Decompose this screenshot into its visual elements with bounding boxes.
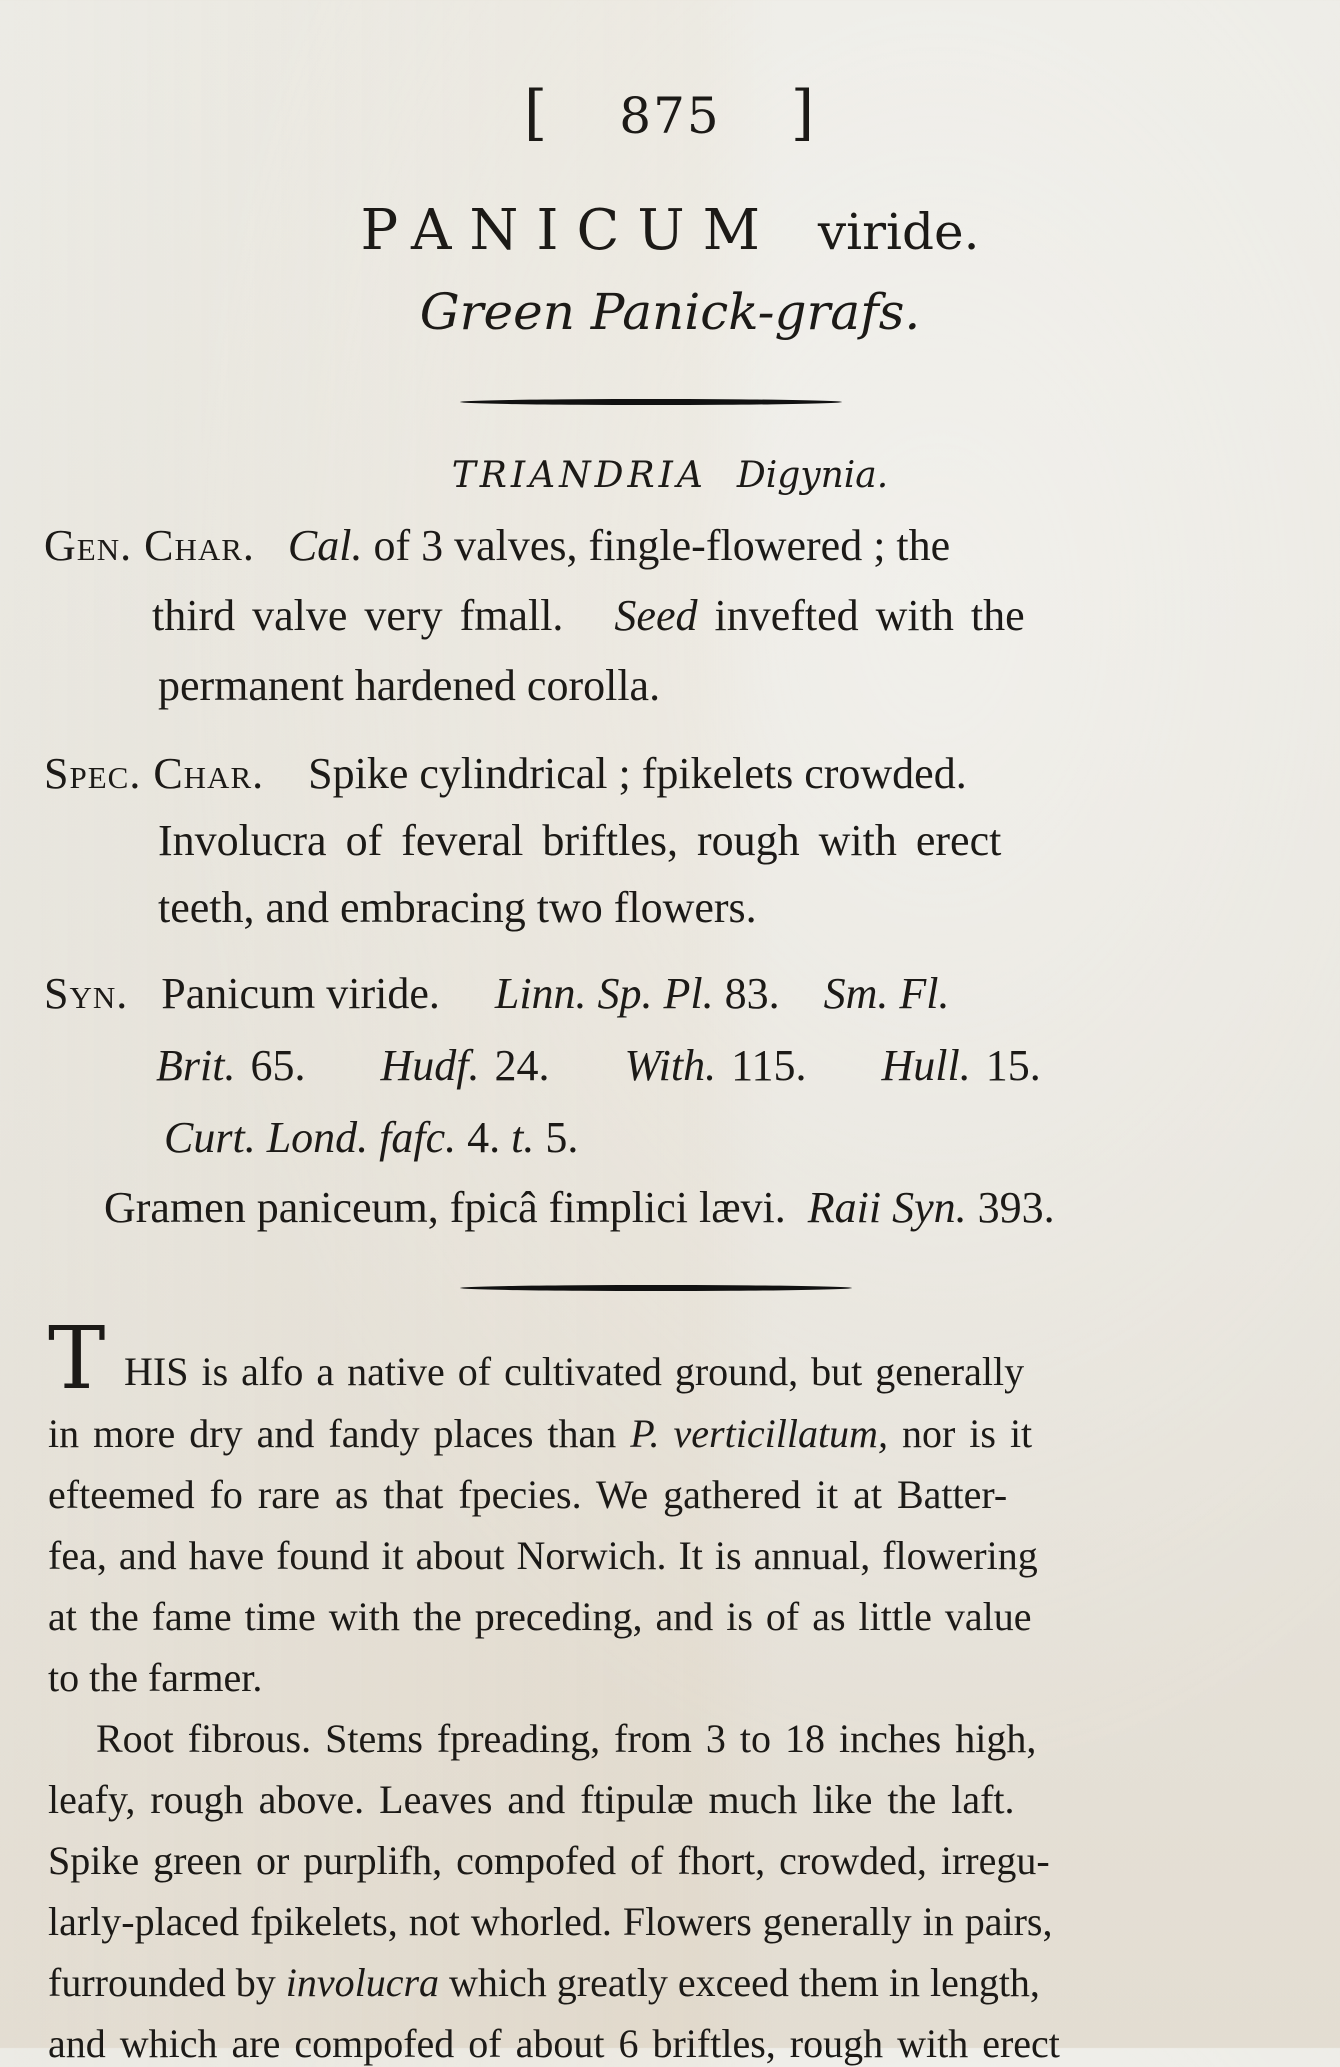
syn-label: Syn.	[44, 969, 129, 1018]
spec-char-line-1: Spec. Char. Spike cylindrical ; fpikelets crowded.	[44, 749, 967, 798]
syn-line-4: Gramen paniceum, fpicâ fimplici lævi. Raii Syn. 393.	[104, 1183, 1055, 1232]
page-number	[0, 78, 1340, 148]
body-line: furrounded by involucra which greatly exceed them in length,	[48, 1960, 1040, 2005]
syn-line-1: Syn. Panicum viride. Linn. Sp. Pl. 83. Sm. Fl.	[44, 969, 950, 1018]
drop-cap: T	[48, 1309, 106, 1409]
gen-char-line-3: permanent hardened corolla.	[158, 661, 661, 710]
body-line: in more dry and fandy places than P. verticillatum, nor is it	[48, 1411, 1033, 1456]
bracket-close: ]	[790, 78, 817, 148]
common-name: Green Panick-grafs.	[419, 283, 921, 341]
body-line: Root fibrous. Stems fpreading, from 3 to 18 inches high,	[96, 1716, 1037, 1761]
spec-char-line-3: teeth, and embracing two flowers.	[158, 883, 757, 932]
gen-char-line-2: third valve very fmall. Seed invefted with the	[152, 591, 1025, 640]
genus-name: PANICUM	[360, 198, 778, 263]
body-line: HIS is alfo a native of cultivated ground, but generally	[124, 1349, 1025, 1394]
species-epithet: viride.	[817, 203, 980, 261]
spec-char-label: Spec. Char.	[44, 749, 265, 798]
body-line: fea, and have found it about Norwich. It is annual, flowering	[48, 1533, 1038, 1578]
body-line: efteemed fo rare as that fpecies. We gathered it at Batter-	[48, 1472, 1008, 1517]
divider-rule-middle	[460, 1285, 852, 1291]
class-name: TRIANDRIA	[451, 455, 707, 496]
body-line: leafy, rough above. Leaves and ftipulæ much like the laft.	[48, 1777, 1015, 1822]
linnaean-classification	[0, 455, 1340, 496]
syn-line-3: Curt. Lond. fafc. 4. t. 5.	[164, 1113, 579, 1162]
body-line-cut-off: and which are compofed of about 6 briftles, rough with erect	[48, 2021, 1060, 2066]
spec-char-line-2: Involucra of feveral briftles, rough with erect	[158, 816, 1002, 865]
body-line: larly-placed fpikelets, not whorled. Flowers generally in pairs,	[48, 1899, 1053, 1944]
order-name: Digynia.	[736, 455, 889, 496]
divider-rule-top	[460, 399, 842, 405]
species-title	[0, 198, 1340, 263]
body-line: at the fame time with the preceding, and is of as little value	[48, 1594, 1032, 1639]
gen-char-line-1: Gen. Char. Cal. of 3 valves, fingle-flowered ; the	[44, 521, 951, 570]
bracket-open: [	[523, 78, 550, 148]
body-line: Spike green or purplifh, compofed of fhort, crowded, irregu-	[48, 1838, 1050, 1883]
gen-char-label: Gen. Char.	[44, 521, 255, 570]
body-line: to the farmer.	[48, 1655, 263, 1700]
syn-line-2: Brit. 65. Hudf. 24. With. 115. Hull. 15.	[156, 1041, 1041, 1090]
page-number-value: 875	[619, 87, 721, 145]
